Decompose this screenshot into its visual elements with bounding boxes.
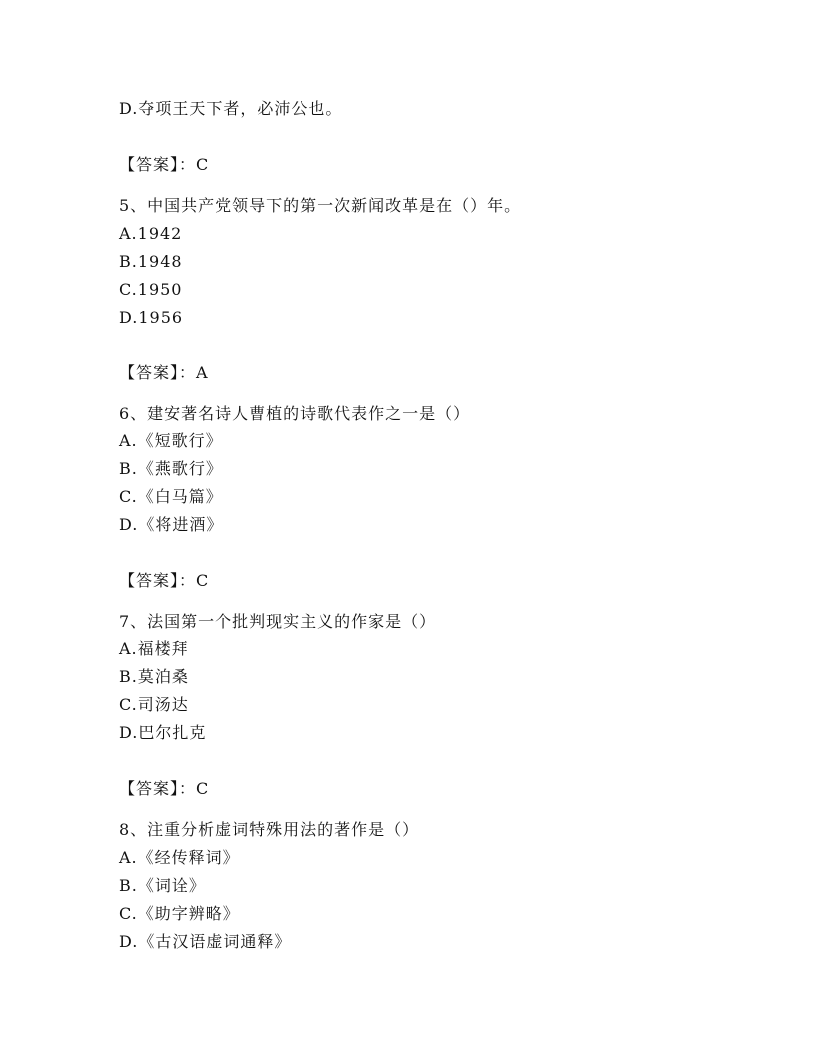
option-a: A.《经传释词》 — [119, 848, 240, 867]
option-a: A.1942 — [119, 224, 183, 243]
option-d: D.《古汉语虚词通释》 — [119, 932, 292, 951]
option-d: D.1956 — [119, 308, 184, 327]
option-a: A.福楼拜 — [119, 639, 189, 658]
answer-label: 【答案】：C — [119, 571, 210, 590]
option-b: B.1948 — [119, 252, 183, 271]
question-stem: 5、中国共产党领导下的第一次新闻改革是在（）年。 — [119, 196, 522, 215]
question-stem: 7、法国第一个批判现实主义的作家是（） — [119, 612, 437, 631]
option-b: B.《词诠》 — [119, 876, 206, 895]
question-stem: 6、建安著名诗人曹植的诗歌代表作之一是（） — [119, 404, 471, 423]
option-c: C.《白马篇》 — [119, 487, 223, 506]
prev-question-option-d: D.夺项王天下者，必沛公也。 — [119, 99, 343, 118]
option-b: B.莫泊桑 — [119, 667, 189, 686]
question-stem: 8、注重分析虚词特殊用法的著作是（） — [119, 820, 420, 839]
option-c: C.《助字辨略》 — [119, 904, 240, 923]
option-a: A.《短歌行》 — [119, 431, 223, 450]
option-d: D.巴尔扎克 — [119, 723, 207, 742]
prev-question-answer: 【答案】：C — [119, 155, 210, 174]
option-b: B.《燕歌行》 — [119, 459, 223, 478]
option-d: D.《将进酒》 — [119, 515, 224, 534]
option-c: C.司汤达 — [119, 695, 189, 714]
option-c: C.1950 — [119, 280, 183, 299]
answer-label: 【答案】：C — [119, 779, 210, 798]
answer-label: 【答案】：A — [119, 363, 209, 382]
